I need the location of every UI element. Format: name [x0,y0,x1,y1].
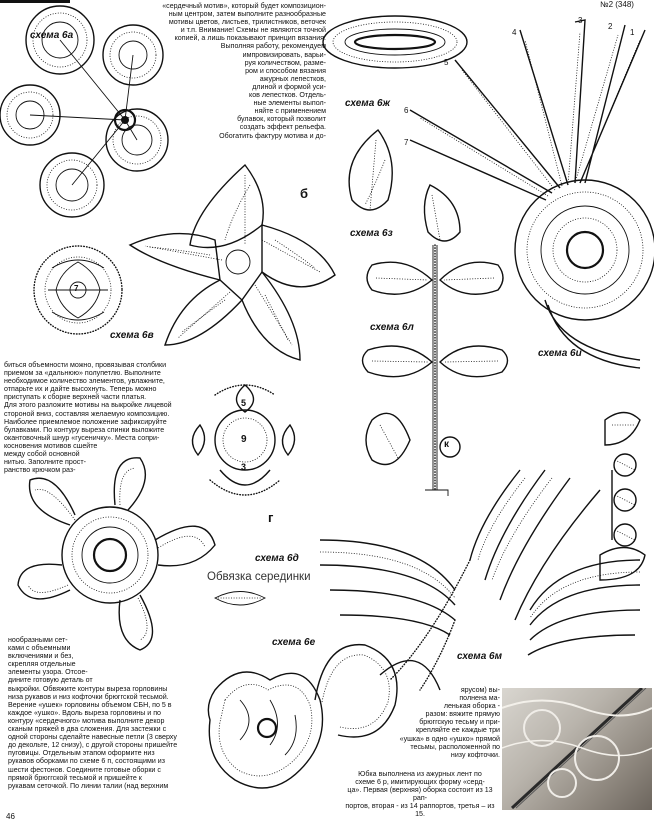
petal-number-1: 1 [630,28,635,37]
obvyazka-caption: Обвязка серединки [207,571,311,583]
scheme-6a-label: схема 6а [30,30,74,41]
text-mid: биться объемности можно, провязывая столбики приемом за «дальнюю» полупетлю. Выполните необходимое количество элементов, увлажните, отпарьте их и дайте высохнуть. Теперь можно приступать к сборке верхней части платья. Для этого разложите мотивы на выкройке лицевой стороной вниз, составляя желаемую композицию. Наиболее приемлемое положение зафиксируйте булавками. По контуру выреза спинки выложите окантовочный шнур «гусеничку». Места сопри- косновения мотивов сшейте между собой основной нитью. Заполните прост- ранство крючком раз- [4,361,172,475]
lace-photo [502,688,652,810]
issue-number: №2 (348) [600,0,634,9]
scheme-g-letter: г [268,510,274,525]
scheme-6v-center-number: 7 [74,284,79,293]
scheme-6i-label: схема 6и [538,348,582,359]
scheme-6m-label: схема 6м [457,651,502,662]
scheme-g-number-center: 9 [241,434,247,445]
scheme-g-number-bottom: 3 [241,462,247,472]
scheme-k-letter: к [444,439,450,450]
text-bottom-right: ярусом) вы- полнена ма- ленькая оборка - разом: вяжите прямую брюггскую тесьму и при- крепляйте ее каждые три «ушка» в одно «ушко» прямой тесьмы, расположенной по низу кофточки. [399,686,500,759]
petal-number-6: 6 [404,106,409,115]
scheme-6d-label: схема 6д [255,553,299,564]
scheme-b-letter: б [300,186,309,201]
petal-number-3: 3 [578,16,583,25]
petal-number-4: 4 [512,28,517,37]
scheme-g-number-top: 5 [241,398,247,408]
text-top: «сердечный мотив», который будет композицион- ным центром, затем выполните разнообразные мотивы цветов, листьев, трилистников, веточек и т.п. Внимание! Схемы не являются точной копией, а лишь показывают принцип вязания. Выполняя работу, рекомендуем импровизировать, варьи- руя количеством, разме- ром и способом вязания ажурных лепестков, длиной и формой уси- ков лепестков. Отдель- ные элементы выпол- няйте с применением булавок, который позволит создать эффект рельефа. Обогатить фактуру мотива и до- [162,2,326,140]
text-bottom-left: нообразными сет- ками с объемными включениями и без, скрепляя отдельные элементы узора. Отсое- дините готовую деталь от выкройки. Обвяжите контуры выреза горловины низа рукавов и низ кофточки брюггской тесьмой. Верение «ушек» горловины объемом СБН, по 5 в каждое «ушко». Вдоль выреза горловины и по контуру «сердечного» мотива выполните декор сканым пряжей в два сложения. Для застежки с одной стороны сделайте навесные петли (3 сверху до декольте, 12 снизу), с другой стороны пришейте пуговицы. Отдельным этапом оформите низ рукавов оборками по схеме 6 п, состоящими из шести фестонов. Соедините готовые оборки с прямой брюггской тесьмой и пришейте к рукавам сеточкой. По линии талии (над верхним [8,636,178,790]
petal-number-7: 7 [404,138,409,147]
scheme-6l-label: схема 6л [370,322,414,333]
scheme-6z-label: схема 6з [350,228,393,239]
petal-number-5: 5 [444,58,449,67]
scheme-6zh-label: схема 6ж [345,98,390,109]
scheme-6e-label: схема 6е [272,637,316,648]
scheme-6v-label: схема 6в [110,330,154,341]
page-number: 46 [6,812,15,821]
lace-photo-texture [502,688,652,810]
text-bottom-right-tail: Юбка выполнена из ажурных лент по схеме 6 р, имитирующих форму «серд- ца». Первая (верхняя) оборка состоит из 13 рап- портов, вторая - из 14 раппортов, третья – из 15. [345,770,495,819]
petal-number-2: 2 [608,22,613,31]
